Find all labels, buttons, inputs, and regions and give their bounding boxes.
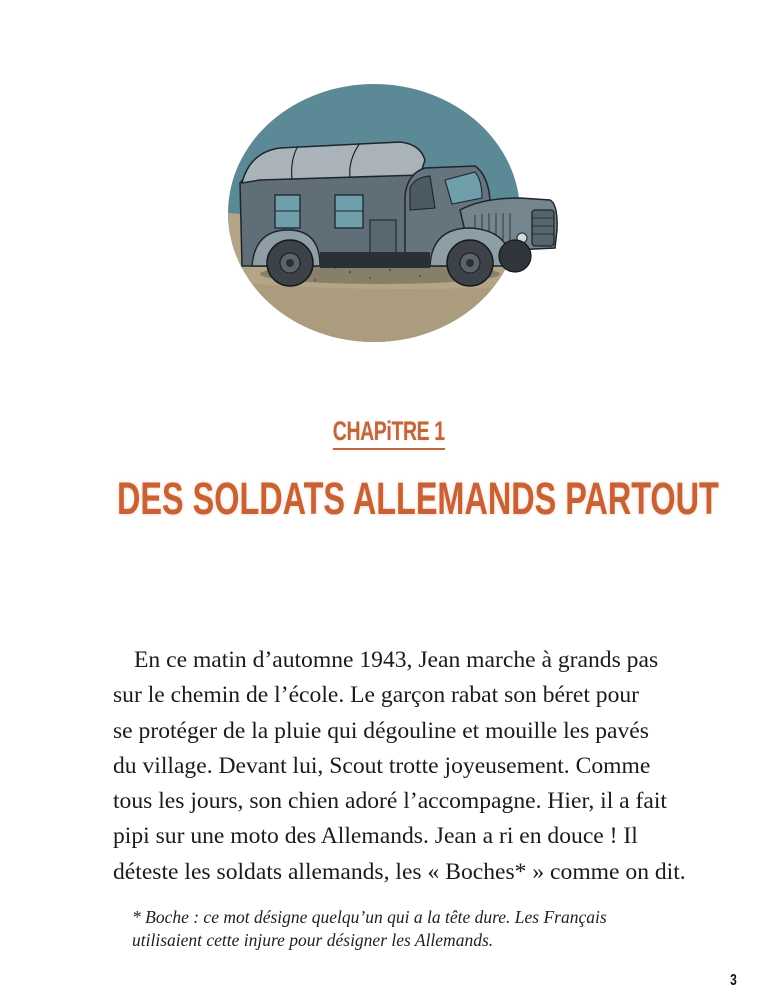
chapter-illustration bbox=[220, 80, 565, 350]
body-line: En ce matin d’automne 1943, Jean marche à grands pas bbox=[134, 647, 659, 673]
chapter-title-text: DES SOLDATS ALLEMANDS PARTOUT bbox=[117, 473, 719, 524]
body-line: pipi sur une moto des Allemands. Jean a ri en douce ! Il bbox=[113, 823, 638, 850]
footnote-line: * Boche : ce mot désigne quelqu’un qui a la tête dure. Les Français bbox=[132, 907, 607, 927]
footnote bbox=[132, 906, 692, 952]
body-line: déteste les soldats allemands, les « Boches* » comme on dit. bbox=[113, 858, 686, 885]
page-number: 3 bbox=[730, 972, 737, 989]
body-paragraph bbox=[113, 643, 693, 890]
body-line: tous les jours, son chien adoré l’accompagne. Hier, il a fait bbox=[113, 788, 667, 815]
body-line: se protéger de la pluie qui dégouline et mouille les pavés bbox=[113, 717, 649, 744]
body-line: sur le chemin de l’école. Le garçon rabat son béret pour bbox=[113, 682, 640, 709]
body-line: du village. Devant lui, Scout trotte joyeusement. Comme bbox=[113, 752, 651, 779]
chapter-number bbox=[0, 416, 777, 450]
footnote-line: utilisaient cette injure pour désigner les Allemands. bbox=[132, 930, 494, 950]
truck-illustration-icon bbox=[220, 80, 565, 350]
chapter-number-text: CHAPiTRE 1 bbox=[333, 416, 445, 450]
chapter-title bbox=[0, 474, 777, 524]
